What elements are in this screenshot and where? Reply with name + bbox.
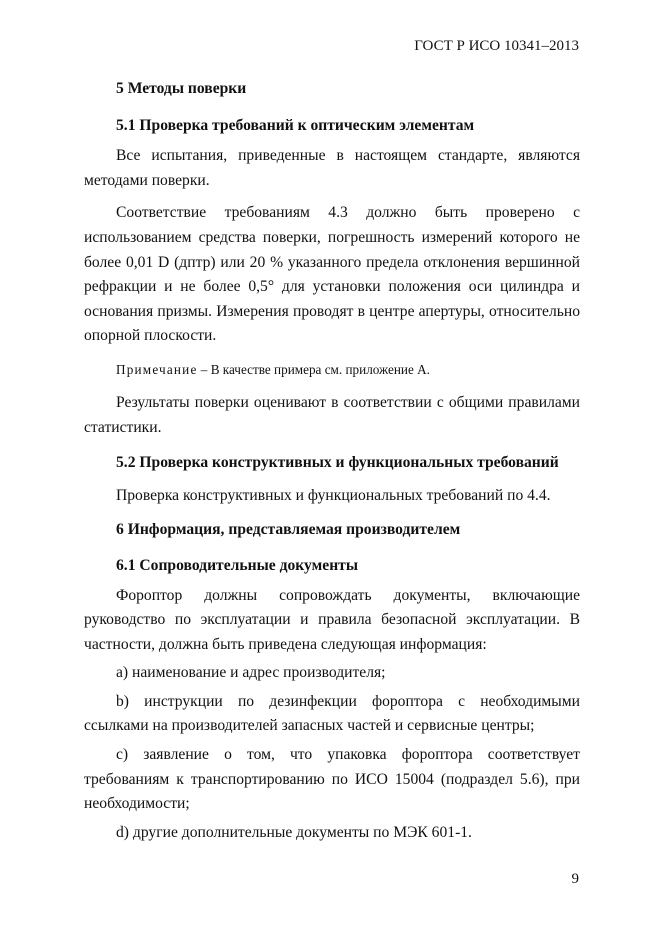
list-item: a) наименование и адрес производителя; [116,664,386,682]
section-5-1-paragraph-1: Все испытания, приведенные в настоящем стандарте, являются методами поверки. [84,147,580,189]
section-6-1-paragraph-1: Фороптор должны сопровождать документы, включающие руководство по эксплуатации и правила безопасной эксплуатации. В частности, должна быть приведена следующая информация: [84,586,580,653]
section-5-1-paragraph-3: Результаты поверки оценивают в соответствии с общими правилами статистики. [84,393,580,436]
note-label: Примечание [116,361,198,377]
section-5-2-title: 5.2 Проверка конструктивных и функциональных требований [116,454,559,472]
section-6-title: 6 Информация, представляемая производителем [116,521,461,539]
section-6-1-title: 6.1 Сопроводительные документы [116,556,359,574]
note [84,360,580,380]
document-header: ГОСТ Р ИСО 10341–2013 [414,38,579,54]
list-item: b) инструкции по дезинфекции фороптора с необходимыми ссылками на производителей запасных частей и сервисные центры; [84,692,580,735]
section-5-title: 5 Методы поверки [116,80,247,97]
section-5-1-title: 5.1 Проверка требований к оптическим элементам [116,116,475,134]
note-text: – В качестве примера см. приложение А. [197,361,430,377]
document-body [84,77,580,845]
page-number: 9 [571,871,579,887]
section-5-2-paragraph-1: Проверка конструктивных и функциональных требований по 4.4. [116,486,551,504]
section-5-1-paragraph-2: Соответствие требованиям 4.3 должно быть проверено с использованием средства поверки, погрешность измерений которого не более 0,01 D (дптр) или 20 % указанного предела отклонения вершинной рефракции и не более 0,5° для установки положения оси цилиндра и основания призмы. Измерения проводят в центре апертуры, относительно опорной плоскости. [84,204,580,345]
list-item: c) заявление о том, что упаковка фороптора соответствует требованиям к транспортированию по ИСО 15004 (подраздел 5.6), при необходимости; [84,746,580,813]
list-item: d) другие дополнительные документы по МЭК 601-1. [116,823,472,841]
